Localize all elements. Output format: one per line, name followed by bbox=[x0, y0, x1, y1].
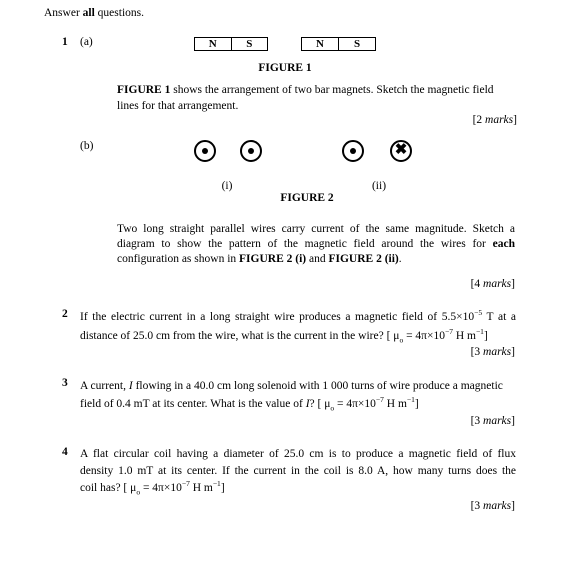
south-pole: S bbox=[246, 37, 253, 50]
question-2-text: If the electric current in a long straight wire produces a magnetic field of $5.5\times 10^{-5}$ T at a distance of 25.0 cm from the wire, what is the current in the wire? [ $\mu_o = 4\pi\times 10^{-7}$ H $m^{-1}$] bbox=[80, 308, 516, 345]
marks-1b: [4 marks] bbox=[470, 278, 515, 290]
part-label-b: (b) bbox=[80, 140, 94, 152]
question-4-text: A flat circular coil having a diameter of 25.0 cm is to produce a magnetic field of flux density 1.0 mT at its center. If the current in the coil is 8.0 A, how many turns does the coil has? [ $\mu_o = 4\pi\times 10^{-7}$ H $m^{-1}$] bbox=[80, 448, 516, 497]
question-number-1: 1 bbox=[62, 36, 68, 48]
figure-2-caption: FIGURE 2 bbox=[280, 192, 334, 204]
wire-current-out-icon bbox=[194, 140, 216, 162]
question-number-3: 3 bbox=[62, 377, 68, 389]
question-1b-text: Two long straight parallel wires carry current of the same magnitude. Sketch a diagram to show the pattern of the magnetic field around the wires for each configuration as shown in FIGURE 2 (i) and FIGURE 2 (ii). bbox=[117, 223, 515, 265]
wire-current-in-icon: ✖ bbox=[390, 140, 412, 162]
marks-1a: [2 marks] bbox=[472, 114, 517, 126]
bar-magnet-1 bbox=[194, 37, 268, 51]
marks-4: [3 marks] bbox=[470, 500, 515, 512]
marks-3: [3 marks] bbox=[470, 415, 515, 427]
north-pole: N bbox=[195, 38, 232, 50]
question-3-text: A current, I flowing in a 40.0 cm long solenoid with 1 000 turns of wire produce a magnetic field of 0.4 mT at its center. What is the value of I? [ $\mu_o = 4\pi\times 10^{-7}$ H $m^{-1}$] bbox=[80, 380, 503, 413]
south-pole: S bbox=[353, 37, 361, 50]
instructions: Answer all questions. bbox=[44, 7, 144, 19]
question-number-4: 4 bbox=[62, 446, 68, 458]
question-number-2: 2 bbox=[62, 308, 68, 320]
figure-1-caption: FIGURE 1 bbox=[258, 62, 312, 74]
marks-2: [3 marks] bbox=[470, 346, 515, 358]
bar-magnet-2 bbox=[301, 37, 376, 51]
figure-2-label-i: (i) bbox=[221, 180, 233, 192]
part-label-a: (a) bbox=[80, 36, 93, 48]
north-pole: N bbox=[302, 38, 339, 50]
wire-current-out-icon bbox=[342, 140, 364, 162]
question-1a-text: FIGURE 1 shows the arrangement of two bar magnets. Sketch the magnetic field lines for that arrangement. bbox=[117, 84, 494, 112]
figure-2-label-ii: (ii) bbox=[371, 180, 387, 192]
wire-current-out-icon bbox=[240, 140, 262, 162]
